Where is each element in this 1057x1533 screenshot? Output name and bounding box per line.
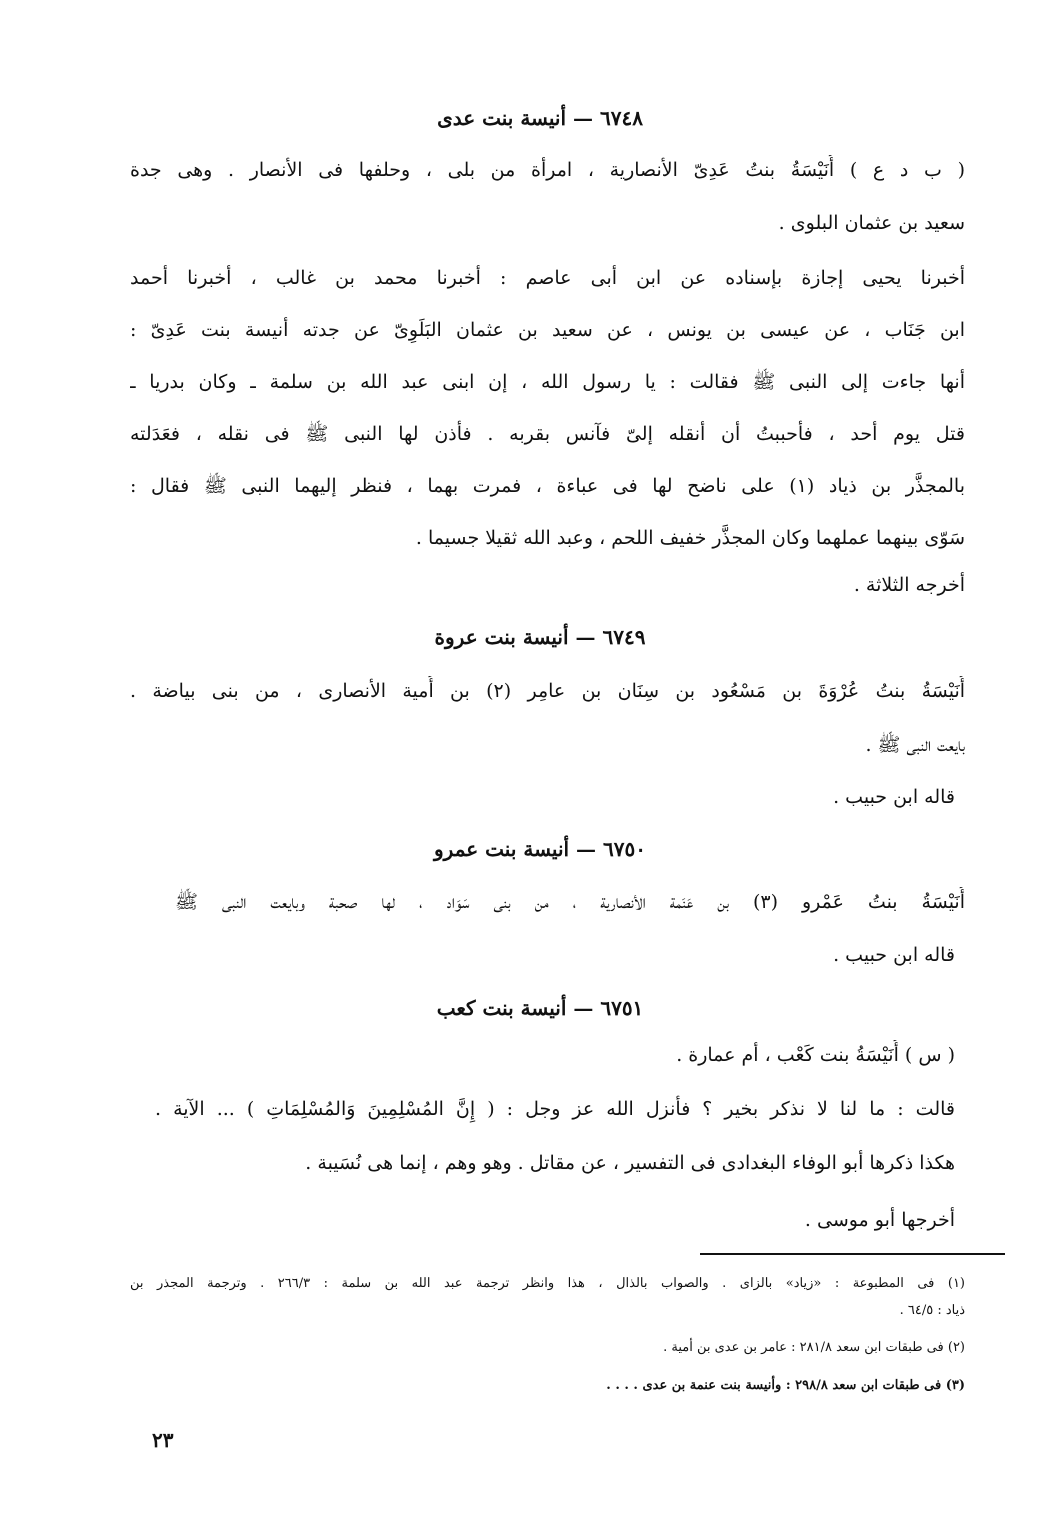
- entry-text-line: بايعت النبى ﷺ .: [865, 734, 965, 756]
- entry-text-line: أخرجها أبو موسى .: [804, 1209, 955, 1231]
- entry-text-line: قالت : ما لنا لا نذكر بخير ؟ فأنزل الله عز وجل : ( إِنَّ المُسْلِمِينَ وَالمُسْلِمَاتِ ) ... الآية .: [155, 1098, 955, 1120]
- entry-text-line: قتل يوم أحد ، فأحببتُ أن أنقله إلىّ فآنس بقربه . فأذن لها النبى ﷺ فى نقله ، فعَدَلته: [130, 423, 965, 445]
- footnote-3: (٣) فى طبقات ابن سعد ٢٩٨/٨ : وأنيسة بنت عنمة بن عدى . . . .: [606, 1378, 965, 1393]
- entry-text-line: أخرجه الثلاثة .: [853, 574, 965, 596]
- entry-text-line: سعيد بن عثمان البلوى .: [778, 212, 965, 234]
- entry-heading-6748: ٦٧٤٨ — أنيسة بنت عدى: [437, 106, 643, 130]
- entry-text-line: سَوّى بينهما عملهما وكان المجذَّر خفيف اللحم ، وعبد الله ثقيلا جسيما .: [415, 527, 965, 549]
- entry-text-line: قاله ابن حبيب .: [833, 786, 955, 808]
- footnote-1-continuation: ذياد : ٦٤/٥ .: [899, 1303, 965, 1318]
- entry-heading-6750: ٦٧٥٠ — أنيسة بنت عمرو: [434, 837, 646, 861]
- entry-heading-6751: ٦٧٥١ — أنيسة بنت كعب: [436, 996, 644, 1020]
- footnote-2: (٢) فى طبقات ابن سعد ٢٨١/٨ : عامر بن عدى بن أمية .: [663, 1340, 965, 1355]
- entry-text-line: أُنَيْسَةُ بنتُ عَمْرو (٣) بن عَنَمة الأنصارية ، من بنى سَوَاد ، لها صحبة وبايعت النبى ﷺ: [175, 891, 965, 913]
- entry-text-line: أخبرنا يحيى إجازة بإسناده عن ابن أبى عاصم : أخبرنا محمد بن غالب ، أخبرنا أحمد: [130, 267, 965, 289]
- entry-text-line: ( س ) أُنَيْسَةُ بنت كَعْب ، أم عمارة .: [676, 1044, 955, 1066]
- footnote-1-line: (١) فى المطبوعة : «زياد» بالزاى . والصواب بالذال ، هذا وانظر ترجمة عبد الله بن سلمة : ٢٦٦/٣ . وترجمة المجذر بن: [130, 1276, 965, 1291]
- footnote-divider: [700, 1253, 1005, 1255]
- entry-text-line: أُنَيْسَةُ بنتُ عُرْوَةَ بن مَسْعُود بن سِنَان بن عامِر (٢) بن أُمية الأنصارى ، من بنى بياضة .: [130, 680, 965, 702]
- page-number: ٢٣: [152, 1428, 174, 1452]
- entry-text-line: ابن جَنَاب ، عن عيسى بن يونس ، عن سعيد بن عثمان البَلَوِىّ عن جدته أنيسة بنت عَدِىّ :: [130, 319, 965, 341]
- entry-text-line: أنها جاءت إلى النبى ﷺ فقالت : يا رسول الله ، إن ابنى عبد الله بن سلمة ـ وكان بدريا ـ: [130, 371, 965, 393]
- entry-text-line: ( ب د ع ) أُنَيْسَةُ بنتُ عَدِىّ الأنصارية ، امرأة من بلى ، وحلفها فى الأنصار . وهى جدة: [130, 159, 965, 181]
- entry-text-line: هكذا ذكرها أبو الوفاء البغدادى فى التفسير ، عن مقاتل . وهو وهم ، إنما هى نُسَيبة .: [305, 1152, 955, 1174]
- entry-text-line: بالمجذَّر بن ذياد (١) على ناضح لها فى عباءة ، فمرت بهما ، فنظر إليهما النبى ﷺ فقال :: [130, 475, 965, 497]
- entry-text-line: قاله ابن حبيب .: [833, 944, 955, 966]
- entry-heading-6749: ٦٧٤٩ — أنيسة بنت عروة: [434, 625, 646, 649]
